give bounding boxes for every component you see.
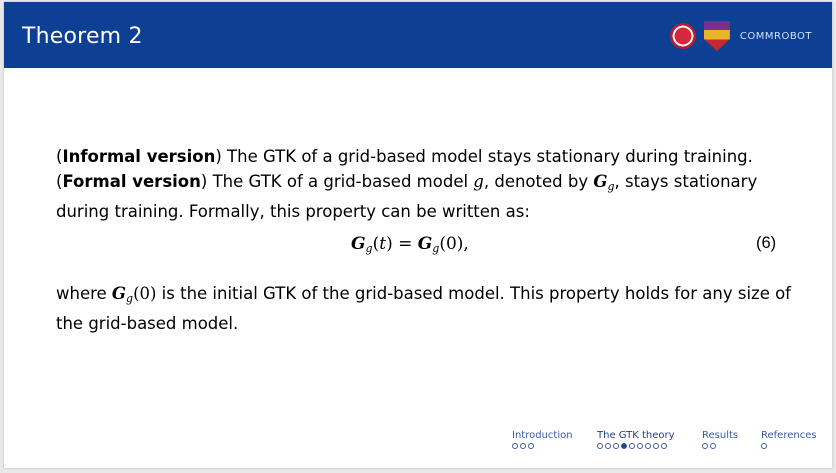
nav-dot[interactable]: [645, 443, 651, 449]
nav-dots-results: [702, 443, 738, 449]
equation-6: [4, 234, 832, 264]
nav-results[interactable]: [702, 430, 738, 449]
nav-introduction[interactable]: [512, 430, 573, 449]
nav-dots-introduction: [512, 443, 573, 449]
nav-dot[interactable]: [629, 443, 635, 449]
equation-content: $G_g(t) = G_g(0)$,: [351, 234, 469, 255]
formal-text-1: The GTK of a grid-based model: [207, 172, 474, 191]
math-Gg0: $G_g(0)$: [111, 284, 157, 305]
formal-text-2: , denoted by: [483, 172, 594, 191]
nav-dot[interactable]: [528, 443, 534, 449]
nav-dot[interactable]: [605, 443, 611, 449]
formal-statement: (Formal version) The GTK of a grid-based model g, denoted by $G_g$, stays stationary during training. Formally, this property can be written as:: [56, 172, 758, 221]
nav-dot-active[interactable]: [621, 443, 627, 449]
slide: [4, 2, 832, 468]
nav-dot[interactable]: [597, 443, 603, 449]
nav-label-references[interactable]: References: [761, 430, 817, 441]
nav-dots-gtk-theory: [597, 443, 675, 449]
nav-dot[interactable]: [661, 443, 667, 449]
title-bar: [4, 2, 832, 68]
nav-dot[interactable]: [653, 443, 659, 449]
theorem-explanation: [56, 281, 796, 336]
formal-label: Formal version: [62, 172, 201, 191]
formal-text-3: , stays stationary during training. Formally, this property can be written as:: [56, 172, 758, 221]
nav-dot[interactable]: [761, 443, 767, 449]
nav-dot[interactable]: [702, 443, 708, 449]
nav-dot[interactable]: [637, 443, 643, 449]
informal-statement: (Informal version) The GTK of a grid-based model stays stationary during training.: [56, 147, 753, 166]
nav-label-gtk-theory[interactable]: The GTK theory: [597, 430, 675, 441]
university-crest-icon: [704, 21, 730, 51]
math-g: g: [473, 172, 484, 191]
logo-group: [670, 19, 812, 53]
equation-number: (6): [756, 234, 777, 252]
university-seal-icon: [670, 23, 696, 49]
nav-dot[interactable]: [520, 443, 526, 449]
nav-dots-references: [761, 443, 817, 449]
nav-label-results[interactable]: Results: [702, 430, 739, 441]
slide-title: Theorem 2: [22, 24, 143, 49]
nav-gtk-theory[interactable]: [597, 430, 675, 449]
math-Gg: $G_g$: [593, 172, 615, 193]
nav-dot[interactable]: [613, 443, 619, 449]
nav-dot[interactable]: [710, 443, 716, 449]
theorem-body: [56, 144, 796, 224]
nav-label-introduction[interactable]: Introduction: [512, 430, 573, 441]
after-text-1: where: [56, 284, 112, 303]
informal-label: Informal version: [62, 147, 216, 166]
lab-logo-text: COMMROBOT: [739, 30, 812, 42]
after-text-2: is the initial GTK of the grid-based model. This property holds for any size of the grid-based model.: [56, 284, 791, 333]
nav-dot[interactable]: [512, 443, 518, 449]
informal-text: The GTK of a grid-based model stays stationary during training.: [221, 147, 753, 166]
nav-references[interactable]: [761, 430, 817, 449]
